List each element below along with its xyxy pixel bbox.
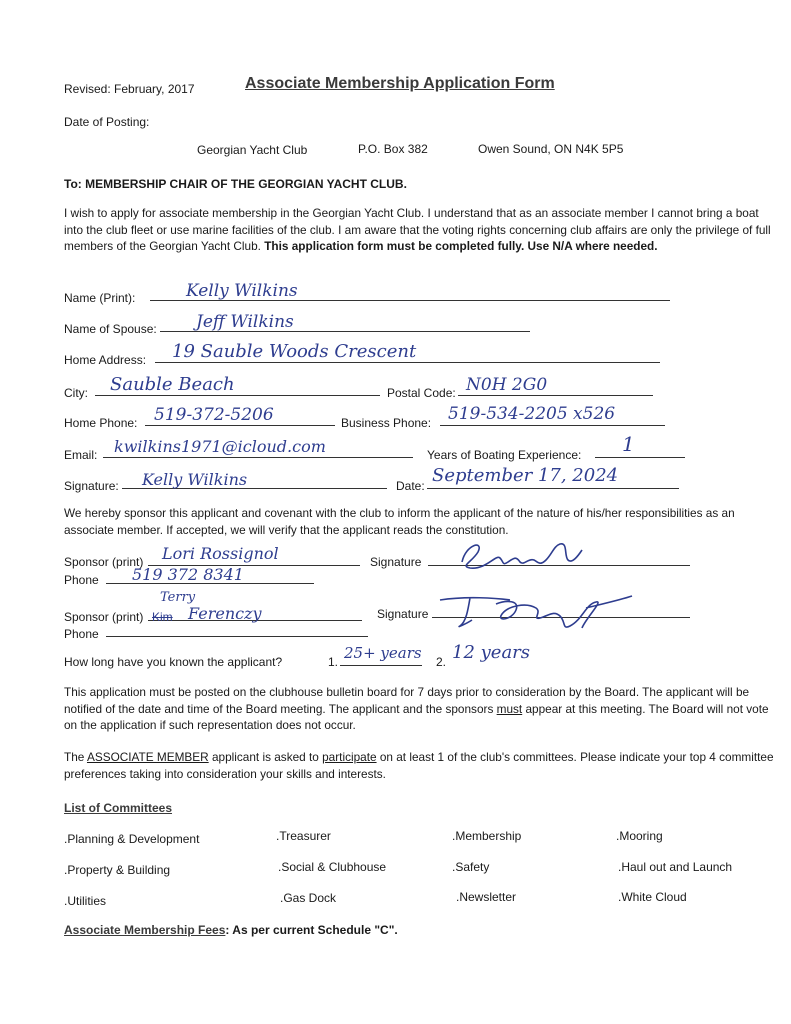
committee-item[interactable]: .Membership	[452, 829, 522, 843]
club-po-box: P.O. Box 382	[358, 142, 428, 156]
fees-line	[64, 923, 398, 937]
sponsor-1-signature[interactable]	[456, 536, 586, 576]
committee-item[interactable]: .Newsletter	[456, 890, 517, 904]
home-phone-value[interactable]: 519-372-5206	[154, 405, 274, 425]
committee-item[interactable]: .White Cloud	[618, 890, 687, 904]
applicant-signature[interactable]: Kelly Wilkins	[142, 470, 248, 489]
committee-item[interactable]: .Safety	[452, 860, 490, 874]
known-question: How long have you known the applicant?	[64, 655, 283, 669]
sponsor-2-correction[interactable]: Terry	[160, 590, 196, 605]
city-line	[95, 395, 380, 396]
email-value[interactable]: kwilkins1971@icloud.com	[114, 437, 326, 456]
date-value[interactable]: September 17, 2024	[432, 465, 619, 486]
city-value[interactable]: Sauble Beach	[110, 374, 235, 395]
address-label: Home Address:	[64, 353, 147, 367]
sponsor-2-signature-label: Signature	[377, 607, 429, 621]
committee-text-mid: applicant is asked to	[208, 750, 323, 764]
sponsor-2-struck-name: Kim	[152, 610, 173, 624]
known-number-2: 2.	[436, 655, 447, 669]
business-phone-line	[440, 425, 665, 426]
sponsor-1-phone-label: Phone	[64, 573, 99, 587]
posting-text-1: This application must be posted on the clubhouse bulletin board for 7 days prior to consideration by the Board. The applicant will be notified of the date and time of the Board meeting. The applicant and the sponsors	[64, 685, 750, 716]
committee-item[interactable]: .Mooring	[616, 829, 663, 843]
sponsor-1-signature-mark	[456, 536, 586, 576]
name-value[interactable]: Kelly Wilkins	[186, 281, 298, 301]
sponsor-1-name[interactable]: Lori Rossignol	[162, 544, 279, 563]
name-label: Name (Print):	[64, 291, 136, 305]
home-phone-label: Home Phone:	[64, 416, 138, 430]
sponsor-1-label: Sponsor (print)	[64, 555, 144, 569]
spouse-label: Name of Spouse:	[64, 322, 157, 336]
revised-date: Revised: February, 2017	[64, 82, 195, 96]
sponsor-2-label: Sponsor (print)	[64, 610, 144, 624]
committees-heading: List of Committees	[64, 801, 173, 815]
fees-text: : As per current Schedule "C".	[225, 923, 398, 937]
committee-item[interactable]: .Haul out and Launch	[618, 860, 733, 874]
date-label: Date:	[396, 479, 425, 493]
committee-text-rest: on at least 1 of the club's committees. Please indicate your top 4 committee preferences taking into consideration your skills and interests.	[64, 750, 774, 781]
sponsor-2-signature[interactable]	[436, 590, 636, 638]
email-line	[103, 457, 413, 458]
known-answer-2[interactable]: 12 years	[452, 642, 531, 663]
sponsor-2-phone-line	[106, 636, 368, 637]
sponsor-2-phone-label: Phone	[64, 627, 99, 641]
postal-line	[458, 395, 653, 396]
known-answer-1[interactable]: 25+ years	[344, 644, 422, 662]
years-boating-value[interactable]: 1	[622, 432, 635, 456]
date-of-posting-label: Date of Posting:	[64, 115, 150, 129]
intro-bold-text: This application form must be completed fully. Use N/A where needed.	[264, 239, 658, 253]
posting-paragraph	[64, 684, 776, 734]
club-city: Owen Sound, ON N4K 5P5	[478, 142, 624, 156]
committee-item[interactable]: .Planning & Development	[64, 832, 200, 846]
home-phone-line	[145, 425, 335, 426]
committee-item[interactable]: .Property & Building	[64, 863, 171, 877]
committee-item[interactable]: .Gas Dock	[280, 891, 337, 905]
posting-must: must	[496, 701, 523, 716]
committee-item[interactable]: .Social & Clubhouse	[278, 860, 387, 874]
business-phone-value[interactable]: 519-534-2205 x526	[448, 404, 616, 424]
city-label: City:	[64, 386, 88, 400]
known-number-1: 1.	[328, 655, 339, 669]
form-title: Associate Membership Application Form	[245, 75, 555, 92]
sponsor-1-phone[interactable]: 519 372 8341	[132, 565, 244, 584]
postal-value[interactable]: N0H 2G0	[466, 375, 548, 395]
sponsor-1-signature-label: Signature	[370, 555, 422, 569]
committee-paragraph	[64, 749, 776, 782]
committee-item[interactable]: .Utilities	[64, 894, 107, 908]
address-value[interactable]: 19 Sauble Woods Crescent	[172, 341, 417, 362]
email-label: Email:	[64, 448, 98, 462]
club-name: Georgian Yacht Club	[197, 143, 308, 157]
to-line: To: MEMBERSHIP CHAIR OF THE GEORGIAN YACHT CLUB.	[64, 177, 407, 191]
date-line	[427, 488, 679, 489]
intro-text: I wish to apply for associate membership in the Georgian Yacht Club. I understand that as an associate member I cannot bring a boat into the club fleet or use marine facilities of the club. I am aware that the voting rights concerning club affairs are only the privilege of full members of the Georgian Yacht Club.	[64, 206, 771, 253]
spouse-value[interactable]: Jeff Wilkins	[196, 312, 294, 332]
known-line-1	[340, 665, 422, 666]
committee-item[interactable]: .Treasurer	[276, 829, 331, 843]
address-line	[155, 362, 660, 363]
intro-paragraph	[64, 205, 772, 255]
sponsor-paragraph: We hereby sponsor this applicant and covenant with the club to inform the applicant of the nature of his/her responsibilities as an associate member. If accepted, we will verify that the applicant reads the constitution.	[64, 506, 735, 537]
committee-participate: participate	[322, 750, 377, 764]
committee-associate-member: ASSOCIATE MEMBER	[86, 750, 209, 764]
business-phone-label: Business Phone:	[341, 416, 432, 430]
posting-text-2: appear at this meeting. The Board will not vote on the application if such representation does not occur.	[64, 701, 769, 732]
signature-label: Signature:	[64, 479, 119, 493]
sponsor-2-name[interactable]: Ferenczy	[188, 604, 262, 623]
years-boating-line	[595, 457, 685, 458]
committee-text-the: The	[64, 750, 87, 764]
years-boating-label: Years of Boating Experience:	[427, 448, 582, 462]
postal-label: Postal Code:	[387, 386, 456, 400]
fees-label: Associate Membership Fees	[64, 923, 226, 937]
sponsor-2-signature-mark	[436, 590, 636, 638]
